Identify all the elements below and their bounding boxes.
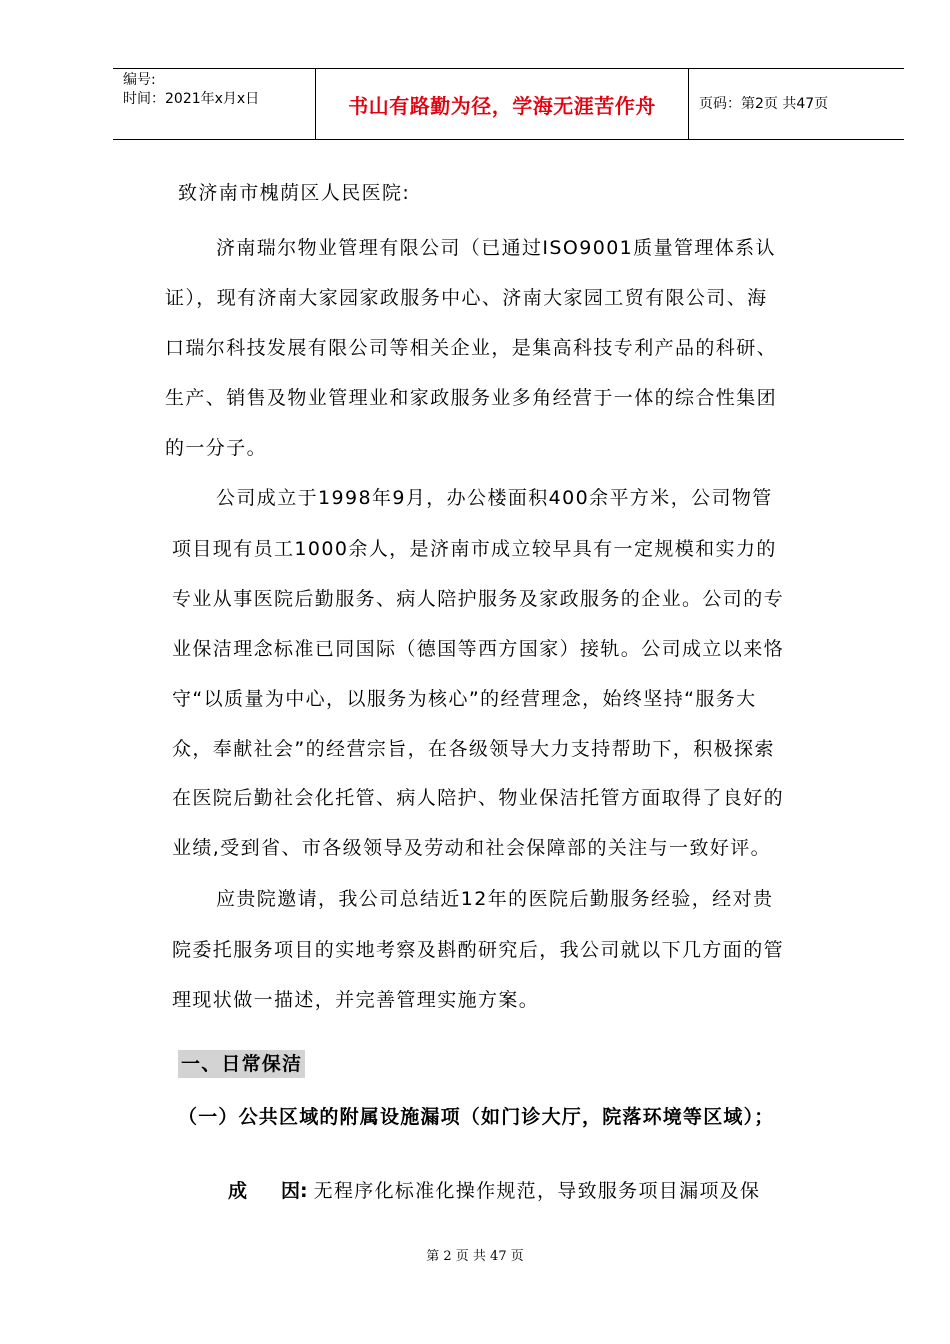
doc-time-label: 时间：2021年x月x日 bbox=[123, 91, 260, 107]
paragraph-line: 守“以质量为中心，以服务为核心”的经营理念，始终坚持“服务大 bbox=[172, 688, 757, 710]
page-header bbox=[113, 68, 904, 140]
paragraph-line: 众，奉献社会”的经营宗旨，在各级领导大力支持帮助下，积极探索 bbox=[172, 738, 775, 760]
doc-number-label: 编号: bbox=[123, 72, 156, 88]
paragraph-line: 业绩,受到省、市各级领导及劳动和社会保障部的关注与一致好评。 bbox=[172, 837, 772, 859]
paragraph-line: 生产、销售及物业管理业和家政服务业多角经营于一体的综合性集团 bbox=[165, 387, 778, 409]
paragraph-line: 证），现有济南大家园家政服务中心、济南大家园工贸有限公司、海 bbox=[165, 287, 768, 309]
cause-text: 无程序化标准化操作规范，导致服务项目漏项及保 bbox=[313, 1180, 761, 1202]
paragraph-line: 口瑞尔科技发展有限公司等相关企业，是集高科技专利产品的科研、 bbox=[165, 337, 778, 359]
paragraph-line: 在医院后勤社会化托管、病人陪护、物业保洁托管方面取得了良好的 bbox=[172, 787, 785, 809]
paragraph-line: 理现状做一描述，并完善管理实施方案。 bbox=[172, 989, 540, 1011]
paragraph-line: 专业从事医院后勤服务、病人陪护服务及家政服务的企业。公司的专 bbox=[172, 588, 785, 610]
header-divider bbox=[688, 69, 689, 139]
cause-label: 因: bbox=[281, 1180, 308, 1202]
header-page-info: 页码：第2页 共47页 bbox=[699, 96, 829, 112]
paragraph-line: 公司成立于1998年9月，办公楼面积400余平方米，公司物管 bbox=[216, 487, 773, 509]
paragraph-line: 的一分子。 bbox=[165, 437, 268, 459]
paragraph-line: 济南瑞尔物业管理有限公司（已通过ISO9001质量管理体系认 bbox=[216, 237, 776, 259]
paragraph-line: 院委托服务项目的实地考察及斟酌研究后，我公司就以下几方面的管 bbox=[172, 939, 785, 961]
subsection-heading: （一）公共区域的附属设施漏项（如门诊大厅，院落环境等区域）； bbox=[178, 1106, 775, 1128]
paragraph-line: 业保洁理念标准已同国际（德国等西方国家）接轨。公司成立以来恪 bbox=[172, 638, 785, 660]
page-footer: 第 2 页 共 47 页 bbox=[426, 1249, 524, 1264]
cause-line bbox=[228, 1176, 760, 1203]
paragraph-line: 项目现有员工1000余人，是济南市成立较早具有一定规模和实力的 bbox=[172, 538, 777, 560]
header-meta bbox=[123, 71, 259, 109]
cause-label: 成 bbox=[228, 1180, 248, 1202]
salutation: 致济南市槐荫区人民医院: bbox=[178, 182, 411, 204]
header-motto: 书山有路勤为径，学海无涯苦作舟 bbox=[348, 93, 656, 118]
section-heading: 一、日常保洁 bbox=[178, 1050, 305, 1078]
paragraph-line: 应贵院邀请，我公司总结近12年的医院后勤服务经验，经对贵 bbox=[216, 888, 774, 910]
